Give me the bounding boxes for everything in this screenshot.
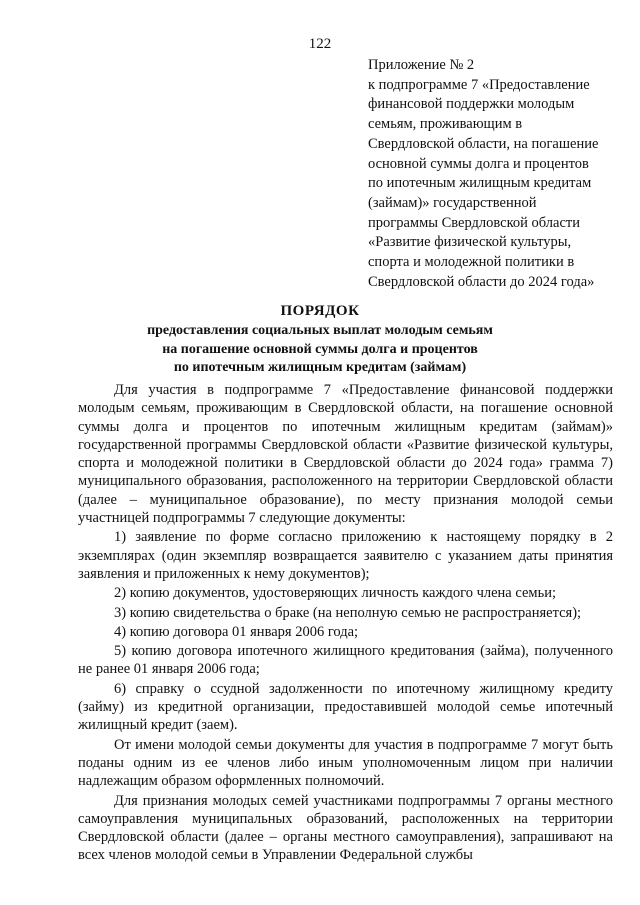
appendix-line: финансовой поддержки молодым [368,96,575,113]
appendix-line: (займам)» государственной [368,194,537,211]
document-body [78,381,613,865]
body-paragraph: Для участия в подпрограмме 7 «Предоставление финансовой поддержки молодым семьям, проживающим в Свердловской области, на погашение основной суммы долга и процентов по ипотечным жилищным кредитам (займам)» государственной программы Свердловской области «Развитие физической культуры, спорта и молодежной политики в Свердловской области до 2024 года» граммa 7) муниципального образования, расположенного на территории Свердловской области (далее – муниципальное образование), по месту признания молодой семьи участницей подпрограммы 7 следующие документы: [78,382,613,527]
appendix-line: по ипотечным жилищным кредитам [368,175,592,192]
page-number: 122 [308,36,332,52]
document-subtitle-line: по ипотечным жилищным кредитам (займам) [173,360,467,375]
appendix-line: «Развитие физической культуры, [368,234,572,251]
document-subtitle-line: предоставления социальных выплат молодым семьям [147,323,493,338]
appendix-line: программы Свердловской области [368,214,581,231]
list-item: 1) заявление по форме согласно приложению к настоящему порядку в 2 экземплярах (один экземпляр возвращается заявителю с указанием даты принятия заявления и приложенных к нему документов); [78,529,613,582]
list-item: 5) копию договора ипотечного жилищного кредитования (займа), полученного не ранее 01 января 2006 года; [78,643,613,678]
body-paragraph: Для признания молодых семей участниками подпрограммы 7 органы местного самоуправления муниципальных образований, расположенных на территории Свердловской области (далее – органы местного самоуправления), запрашивают на всех членов молодой семьи в Управлении Федеральной службы [78,792,613,864]
appendix-line: Свердловской области, на погашение [368,135,599,152]
list-item: 2) копию документов, удостоверяющих личность каждого члена семьи; [114,585,556,602]
appendix-line: семьям, проживающим в [368,116,523,133]
list-item: 6) справку о ссудной задолженности по ипотечному жилищному кредиту (займу) из кредитной организации, предоставившей молодой семье ипотечный жилищный кредит (заем). [78,680,613,734]
list-item: 3) копию свидетельства о браке (на неполную семью не распространяется); [114,604,582,621]
appendix-line: Свердловской области до 2024 года» [368,273,595,290]
document-title-block [0,300,640,378]
appendix-line: основной суммы долга и процентов [368,155,589,172]
body-paragraph: От имени молодой семьи документы для участия в подпрограмме 7 могут быть поданы одним из ее членов либо иным уполномоченным лицом при наличии надлежащим образом оформленных полномочий. [78,736,613,790]
appendix-line: спорта и молодежной политики в [368,254,575,271]
appendix-header [368,56,618,292]
document-subtitle-line: на погашение основной суммы долга и процентов [162,341,478,357]
appendix-line: Приложение № 2 [368,57,475,73]
appendix-line: к подпрограмме 7 «Предоставление [368,76,590,93]
list-item: 4) копию договора 01 января 2006 года; [114,623,359,640]
document-title: ПОРЯДОК [280,303,360,319]
